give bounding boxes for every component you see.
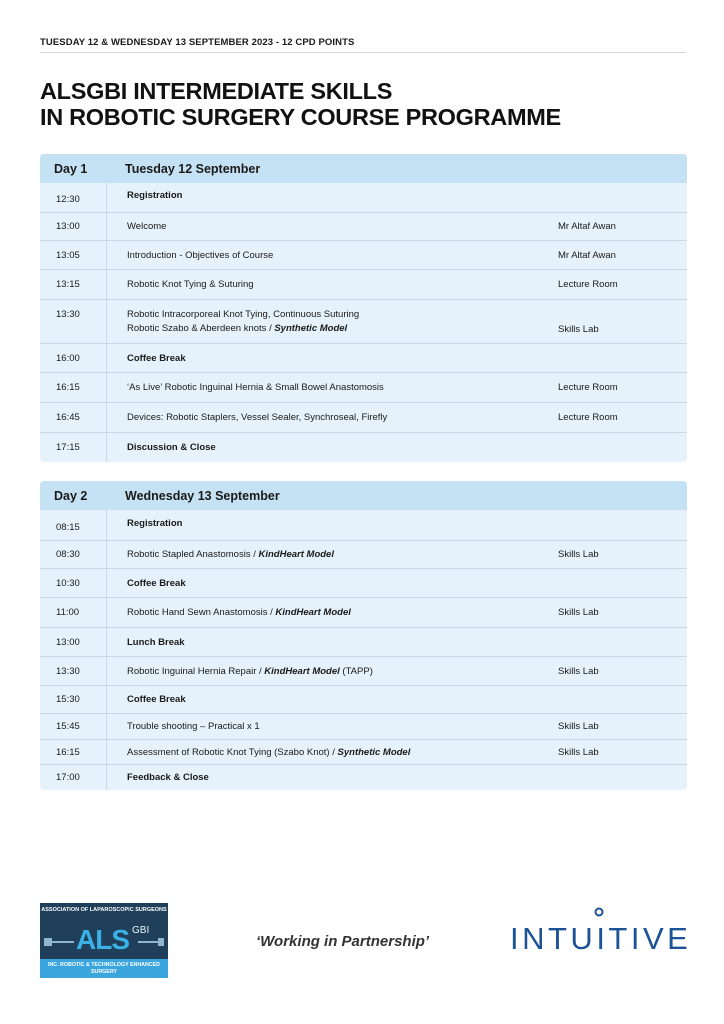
schedule-row <box>40 344 687 373</box>
row-time: 13:05 <box>40 241 107 269</box>
day1-header <box>40 154 687 183</box>
schedule-row <box>40 373 687 403</box>
schedule-row <box>40 714 687 740</box>
activity-text: Robotic Stapled Anastomosis / <box>127 549 259 560</box>
row-activity: Coffee Break <box>127 577 186 589</box>
row-activity: Coffee Break <box>127 694 186 705</box>
row-time: 13:00 <box>40 628 107 656</box>
row-location <box>558 433 687 462</box>
row-activity: Feedback & Close <box>127 772 209 783</box>
schedule-row <box>40 183 687 213</box>
model-name: Synthetic Model <box>337 746 411 758</box>
day2-schedule <box>40 481 687 790</box>
day1-date: Tuesday 12 September <box>125 161 261 176</box>
row-activity: Discussion & Close <box>127 442 216 453</box>
row-time: 17:00 <box>40 765 107 790</box>
model-name: Synthetic Model <box>274 323 348 334</box>
row-location: Mr Altaf Awan <box>558 249 616 261</box>
activity-line-1: Robotic Intracorporeal Knot Tying, Continuous Suturing <box>127 309 360 320</box>
row-activity <box>107 740 558 764</box>
row-activity: Lunch Break <box>127 636 185 648</box>
schedule-row <box>40 657 687 686</box>
schedule-row <box>40 686 687 714</box>
schedule-row <box>40 569 687 598</box>
row-location: Skills Lab <box>558 607 599 618</box>
row-time: 13:15 <box>40 270 107 299</box>
activity-line <box>127 747 558 758</box>
row-activity: Registration <box>127 517 183 529</box>
title-line-2: IN ROBOTIC SURGERY COURSE PROGRAMME <box>40 104 561 130</box>
schedule-row <box>40 740 687 765</box>
schedule-row <box>40 300 687 344</box>
row-time: 15:45 <box>40 714 107 739</box>
day2-header <box>40 481 687 510</box>
intuitive-dot-icon <box>594 907 604 917</box>
schedule-row <box>40 598 687 628</box>
row-time: 15:30 <box>40 686 107 713</box>
row-activity <box>107 300 558 343</box>
activity-line-2 <box>127 323 558 334</box>
row-activity <box>107 598 558 627</box>
logo-robotic-text: INC. ROBOTIC & TECHNOLOGY ENHANCED SURGERY <box>40 959 168 978</box>
row-location: Skills Lab <box>558 746 599 758</box>
row-location: Skills Lab <box>558 549 599 560</box>
row-location: Lecture Room <box>558 412 618 423</box>
day1-schedule <box>40 154 687 462</box>
row-location <box>558 765 687 790</box>
row-time: 08:30 <box>40 541 107 568</box>
row-time: 17:15 <box>40 433 107 462</box>
row-location: Mr Altaf Awan <box>558 221 616 232</box>
row-activity: Registration <box>127 190 183 201</box>
model-name: KindHeart Model <box>264 665 340 677</box>
row-location <box>558 183 687 212</box>
schedule-row <box>40 270 687 300</box>
row-activity: Trouble shooting – Practical x 1 <box>127 721 260 732</box>
schedule-row <box>40 213 687 241</box>
row-activity: Welcome <box>127 221 167 232</box>
row-time: 12:30 <box>40 183 107 212</box>
row-activity: Robotic Knot Tying & Suturing <box>127 279 254 290</box>
row-location: Lecture Room <box>558 279 618 290</box>
row-time: 11:00 <box>40 598 107 627</box>
row-activity: ‘As Live’ Robotic Inguinal Hernia & Small Bowel Anastomosis <box>127 382 384 393</box>
schedule-row <box>40 628 687 657</box>
row-location: Lecture Room <box>558 382 618 393</box>
header-topline: TUESDAY 12 & WEDNESDAY 13 SEPTEMBER 2023 - 12 CPD POINTS <box>40 37 355 48</box>
logo-association-text: ASSOCIATION OF LAPAROSCOPIC SURGEONS <box>41 907 167 913</box>
row-location <box>558 510 687 540</box>
row-location <box>558 344 687 372</box>
schedule-row <box>40 510 687 541</box>
row-activity <box>107 541 558 568</box>
alsgbi-logo <box>40 903 168 978</box>
logo-gbi-mark: GBI <box>132 925 150 936</box>
page-title <box>40 78 686 130</box>
row-time: 10:30 <box>40 569 107 597</box>
day2-date: Wednesday 13 September <box>125 488 280 503</box>
schedule-row <box>40 241 687 270</box>
row-time: 13:00 <box>40 213 107 240</box>
intuitive-logo <box>510 907 692 959</box>
row-activity: Introduction - Objectives of Course <box>127 249 274 261</box>
activity-text: Robotic Hand Sewn Anastomosis / <box>127 607 276 618</box>
row-time: 16:15 <box>40 373 107 402</box>
activity-text: Robotic Szabo & Aberdeen knots / <box>127 323 275 334</box>
row-time: 16:00 <box>40 344 107 372</box>
schedule-row <box>40 433 687 462</box>
row-time: 13:30 <box>40 657 107 685</box>
schedule-row <box>40 403 687 433</box>
row-activity: Coffee Break <box>127 352 186 364</box>
day1-label: Day 1 <box>54 161 88 176</box>
row-time: 16:15 <box>40 740 107 764</box>
day2-label: Day 2 <box>54 488 88 503</box>
activity-text: Robotic Inguinal Hernia Repair / <box>127 665 265 677</box>
model-name: KindHeart Model <box>258 549 334 560</box>
activity-suffix: (TAPP) <box>339 665 373 677</box>
logo-als-mark: ALS <box>76 924 129 955</box>
header-divider <box>40 52 686 53</box>
row-activity <box>107 657 558 685</box>
partnership-tagline: ‘Working in Partnership’ <box>256 933 430 950</box>
schedule-row <box>40 765 687 790</box>
row-location: Skills Lab <box>558 324 599 335</box>
intuitive-wordmark: INTUITIVE <box>510 921 692 956</box>
model-name: KindHeart Model <box>275 607 351 618</box>
activity-line <box>127 666 558 677</box>
row-location <box>558 628 687 656</box>
activity-line <box>127 607 558 618</box>
row-location: Skills Lab <box>558 665 599 677</box>
row-time: 13:30 <box>40 300 107 343</box>
row-location <box>558 569 687 597</box>
row-activity: Devices: Robotic Staplers, Vessel Sealer, Synchroseal, Firefly <box>127 412 388 423</box>
row-time: 16:45 <box>40 403 107 432</box>
activity-text: Assessment of Robotic Knot Tying (Szabo Knot) / <box>127 746 338 758</box>
activity-line <box>127 549 558 560</box>
schedule-row <box>40 541 687 569</box>
row-location: Skills Lab <box>558 721 599 732</box>
row-time: 08:15 <box>40 510 107 540</box>
row-location <box>558 686 687 713</box>
title-line-1: ALSGBI INTERMEDIATE SKILLS <box>40 78 393 104</box>
